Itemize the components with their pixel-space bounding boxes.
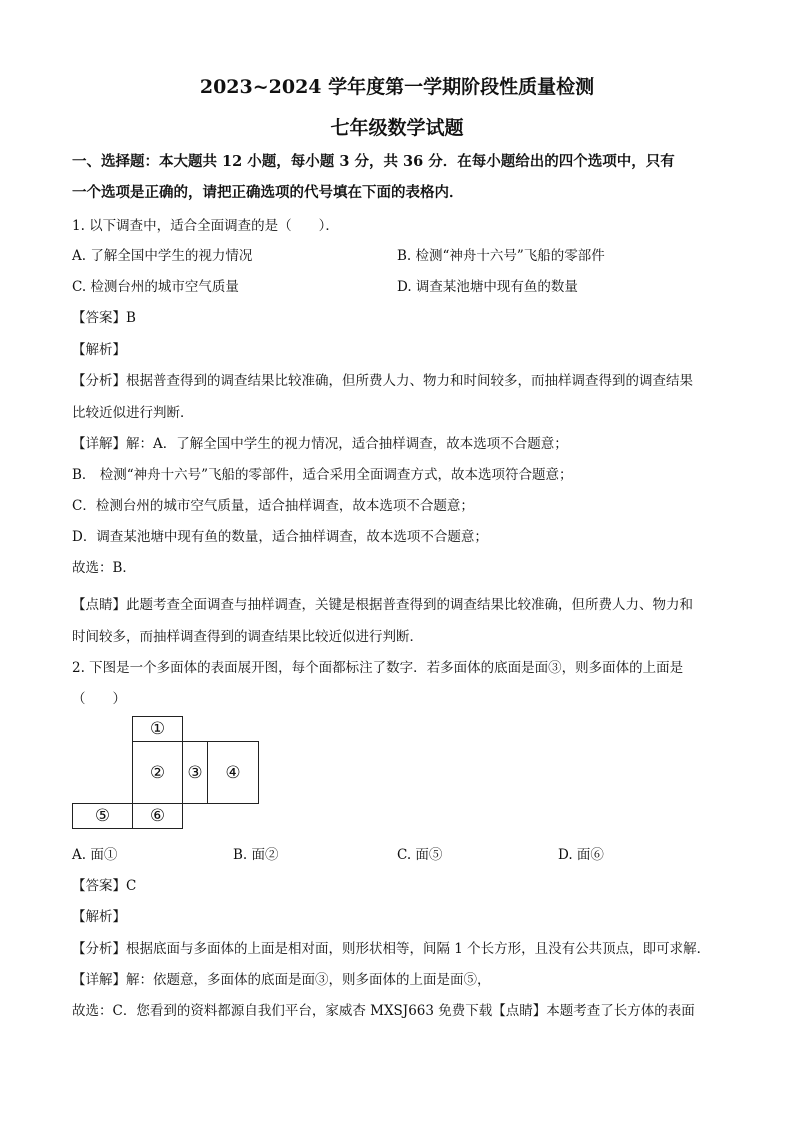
- q2-option-c: C. 面⑤: [397, 847, 443, 863]
- q1-detail-line2: B． 检测“神舟十六号”飞船的零部件，适合采用全面调查方式，故本选项符合题意；: [72, 467, 573, 483]
- q2-stem-line1: 2. 下图是一个多面体的表面展开图，每个面都标注了数字．若多面体的底面是面③，则多面体的上面是: [72, 660, 684, 676]
- net-face-6: ⑥: [132, 803, 183, 829]
- q2-answer: 【答案】C: [72, 878, 137, 894]
- net-face-4: ④: [207, 741, 259, 804]
- q1-fenxi-line2: 比较近似进行判断．: [72, 405, 194, 421]
- q1-dianjing-line1: 【点睛】此题考查全面调查与抽样调查，关键是根据普查得到的调查结果比较准确，但所费人力、物力和: [72, 597, 693, 613]
- q2-fenxi: 【分析】根据底面与多面体的上面是相对面，则形状相等，间隔 1 个长方形，且没有公共顶点，即可求解．: [72, 941, 711, 957]
- net-face-1: ①: [132, 716, 183, 742]
- q1-answer: 【答案】B: [72, 310, 136, 326]
- q2-analysis-heading: 【解析】: [72, 909, 126, 925]
- q2-last-line: 故选：C．您看到的资料都源自我们平台，家威杏 MXSJ663 免费下载【点睛】本题考查了长方体的表面: [72, 1003, 695, 1019]
- q2-detail: 【详解】解：依题意，多面体的底面是面③，则多面体的上面是面⑤，: [72, 972, 491, 988]
- page-title: 2023~2024 学年度第一学期阶段性质量检测: [199, 76, 595, 98]
- section-heading-line2: 一个选项是正确的，请把正确选项的代号填在下面的表格内．: [72, 184, 464, 201]
- q1-option-b: B. 检测“神舟十六号”飞船的零部件: [397, 248, 605, 264]
- section-heading-line1: 一、选择题：本大题共 12 小题，每小题 3 分，共 36 分．在每小题给出的四个选项中，只有: [72, 153, 675, 170]
- q1-option-a: A. 了解全国中学生的视力情况: [72, 248, 253, 264]
- q1-dianjing-line2: 时间较多，而抽样调查得到的调查结果比较近似进行判断．: [72, 629, 423, 645]
- q1-detail-line3: C．检测台州的城市空气质量，适合抽样调查，故本选项不合题意；: [72, 498, 474, 514]
- q1-choose: 故选：B．: [72, 560, 136, 576]
- q1-analysis-heading: 【解析】: [72, 342, 126, 358]
- q2-option-a: A. 面①: [72, 847, 118, 863]
- q1-fenxi-line1: 【分析】根据普查得到的调查结果比较准确，但所费人力、物力和时间较多，而抽样调查得到的调查结果: [72, 373, 693, 389]
- q1-option-d: D. 调查某池塘中现有鱼的数量: [397, 279, 578, 295]
- net-face-5: ⑤: [72, 803, 133, 829]
- q2-option-b: B. 面②: [233, 847, 279, 863]
- q1-stem: 1. 以下调查中，适合全面调查的是（ ）．: [72, 218, 339, 234]
- q1-detail-line1: 【详解】解：A．了解全国中学生的视力情况，适合抽样调查，故本选项不合题意；: [72, 436, 568, 452]
- q1-detail-line4: D．调查某池塘中现有鱼的数量，适合抽样调查，故本选项不合题意；: [72, 529, 488, 545]
- net-face-3: ③: [182, 741, 208, 804]
- q1-option-c: C. 检测台州的城市空气质量: [72, 279, 239, 295]
- page-subtitle: 七年级数学试题: [330, 117, 464, 139]
- q2-option-d: D. 面⑥: [558, 847, 604, 863]
- q2-stem-line2: （ ）: [72, 691, 126, 707]
- net-face-2: ②: [132, 741, 183, 804]
